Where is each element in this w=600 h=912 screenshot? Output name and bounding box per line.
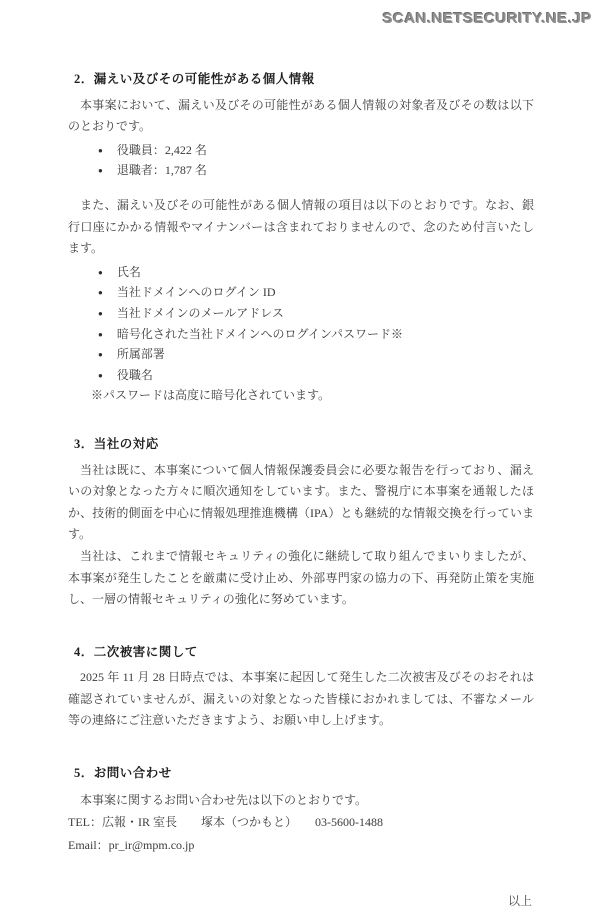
list-item (98, 160, 534, 181)
section-3-paragraph-1: 当社は既に、本事案について個人情報保護委員会に必要な報告を行っており、漏えいの対象となった方々に順次通知をしています。また、警視庁に本事案を通報したほか、技術的側面を中心に情報処理推進機構（IPA）とも継続的な情報交換を行っています。 (68, 462, 534, 542)
list-item (98, 344, 534, 365)
bullet-icon: ● (98, 166, 103, 176)
bullet-icon: ● (98, 267, 103, 277)
section-secondary-damage (68, 641, 534, 732)
bullet-icon: ● (98, 350, 103, 360)
section-2-heading: 2．漏えい及びその可能性がある個人情報 (74, 72, 315, 86)
list-item (98, 303, 534, 324)
bullet-icon: ● (98, 329, 103, 339)
list-item-label: 退職者：1,787 名 (116, 163, 207, 178)
list-item-label: 当社ドメインへのログイン ID (116, 285, 276, 300)
list-item-label: 氏名 (116, 264, 141, 279)
bullet-icon: ● (98, 288, 103, 298)
list-item-label: 所属部署 (116, 347, 165, 362)
bullet-icon: ● (98, 308, 103, 318)
section-contact (68, 762, 534, 857)
section-2-items-intro: また、漏えい及びその可能性がある個人情報の項目は以下のとおりです。なお、銀行口座にかかる情報やマイナンバーは含まれておりませんので、念のため付言いたします。 (68, 197, 534, 256)
section-5-heading: 5．お問い合わせ (74, 766, 172, 780)
list-item (98, 140, 534, 161)
password-note: ※パスワードは高度に暗号化されています。 (91, 388, 331, 403)
closing-ijou: 以上 (507, 893, 532, 908)
list-item (98, 262, 534, 283)
section-4-heading: 4．二次被害に関して (74, 644, 198, 659)
site-watermark: SCAN.NETSECURITY.NE.JP (382, 10, 592, 27)
section-company-response (68, 433, 534, 611)
contact-email: Email：pr_ir@mpm.co.jp (68, 838, 195, 853)
list-item (98, 365, 534, 386)
section-leaked-personal-info (68, 68, 534, 407)
bullet-icon: ● (98, 145, 103, 155)
contact-intro: 本事案に関するお問い合わせ先は以下のとおりです。 (80, 792, 368, 807)
affected-count-list (68, 140, 534, 181)
list-item (98, 282, 534, 303)
section-4-paragraph: 2025 年 11 月 28 日時点では、本事案に起因して発生した二次被害及びそのおそれは確認されていませんが、漏えいの対象となった皆様におかれましては、不審なメール等の連絡にご注意いただきますよう、お願い申し上げます。 (68, 670, 534, 728)
section-3-paragraph-2: 当社は、これまで情報セキュリティの強化に継続して取り組んでまいりましたが、本事案が発生したことを厳粛に受け止め、外部専門家の協力の下、再発防止策を実施し、一層の情報セキュリティの強化に努めています。 (68, 548, 534, 607)
list-item-label: 役職員：2,422 名 (116, 142, 207, 157)
section-2-intro: 本事案において、漏えい及びその可能性がある個人情報の対象者及びその数は以下のとおりです。 (68, 97, 534, 134)
list-item-label: 役職名 (116, 367, 153, 382)
list-item (98, 324, 534, 345)
leaked-items-list (68, 262, 534, 386)
list-item-label: 暗号化された当社ドメインへのログインパスワード※ (116, 326, 404, 341)
bullet-icon: ● (98, 370, 103, 380)
section-3-heading: 3．当社の対応 (74, 437, 159, 452)
list-item-label: 当社ドメインのメールアドレス (116, 305, 284, 320)
contact-tel: TEL：広報・IR 室長 塚本（つかもと） 03-5600-1488 (68, 815, 383, 830)
